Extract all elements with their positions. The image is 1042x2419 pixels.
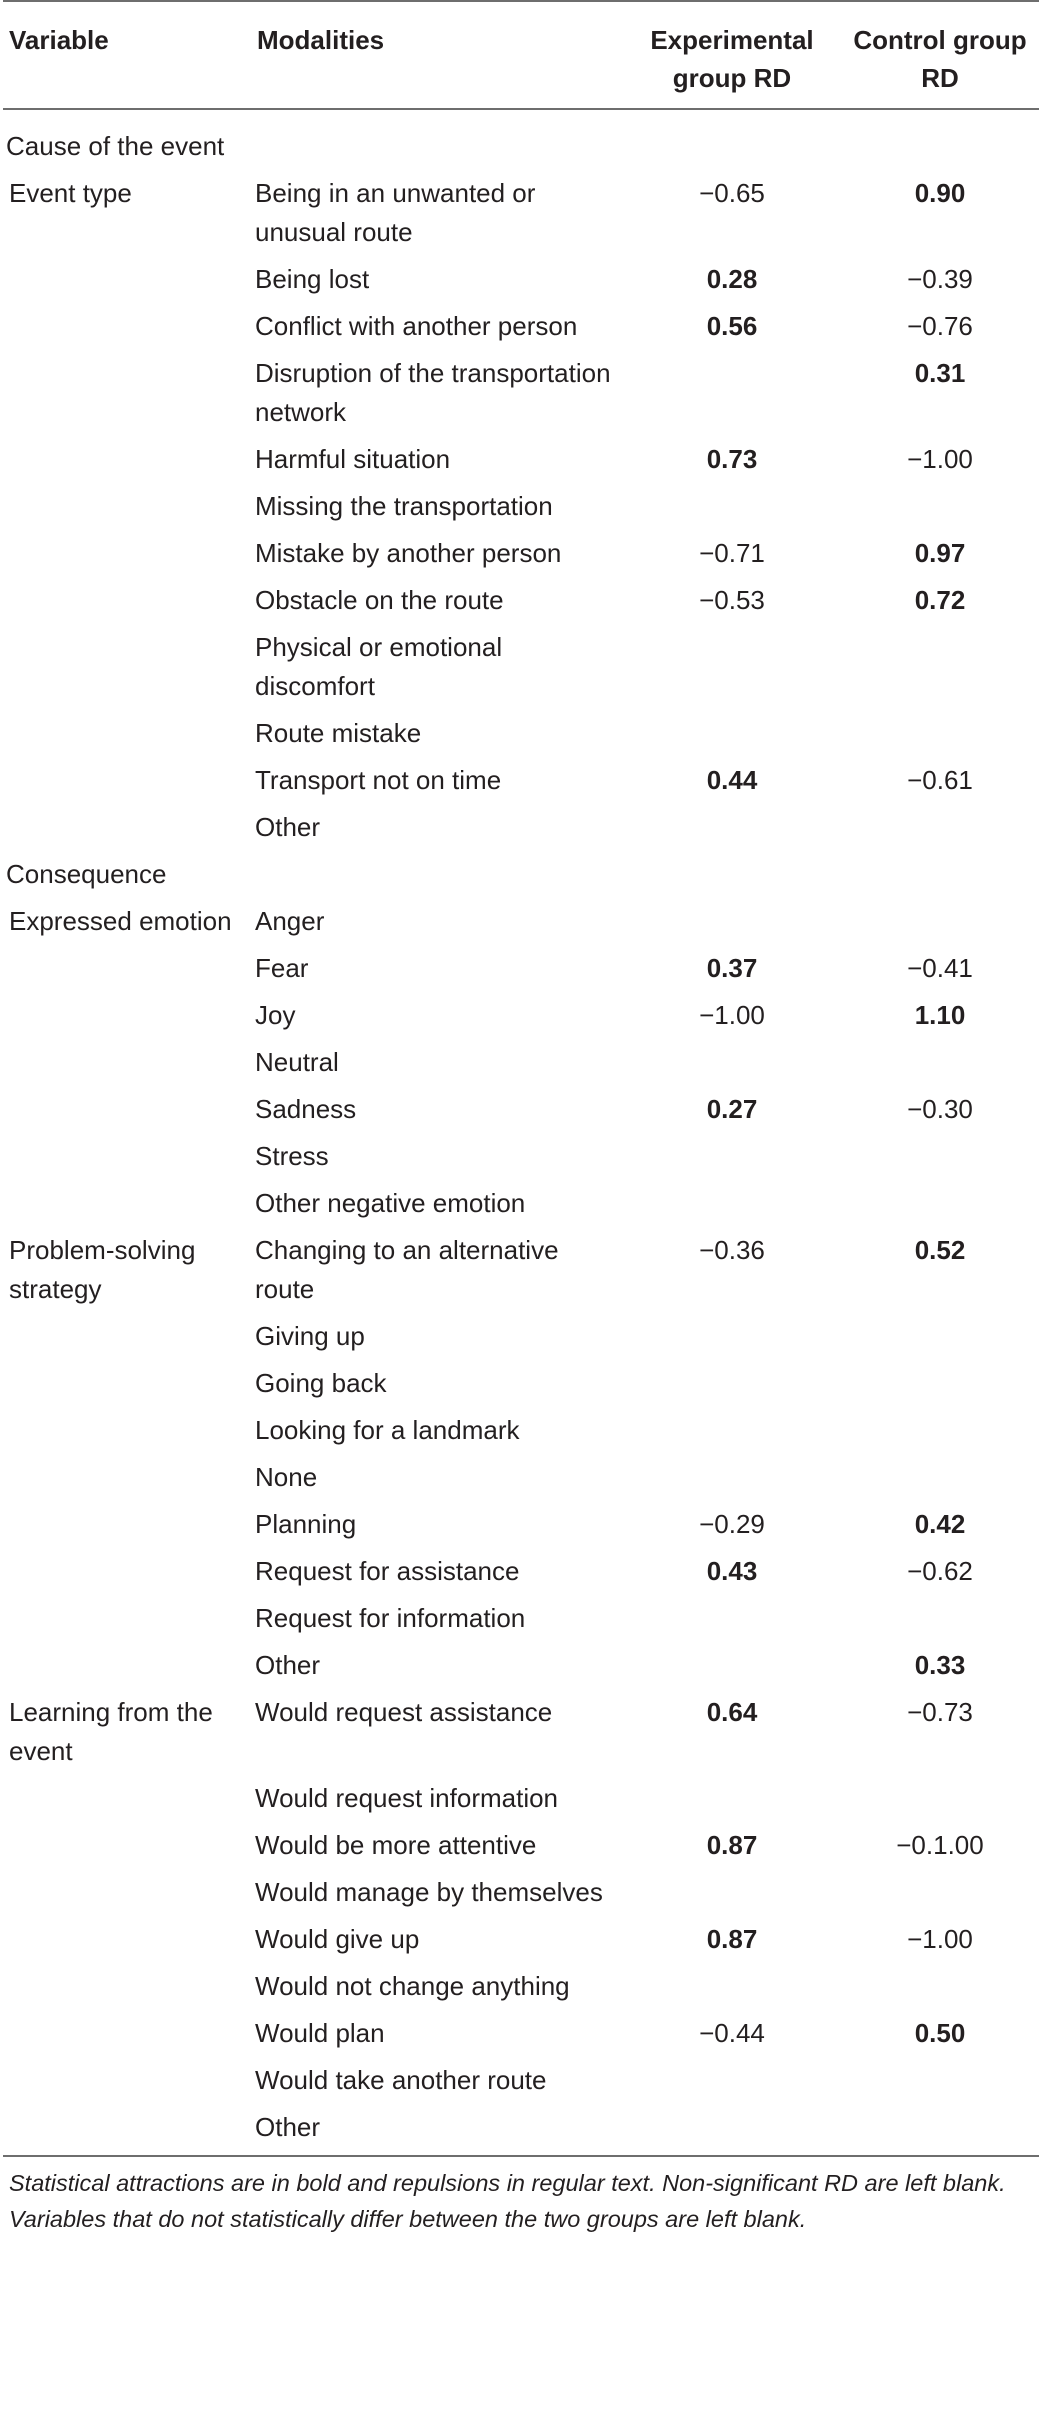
- table-row: [3, 1967, 1039, 2014]
- table-row: [3, 1090, 1039, 1137]
- table-footer: [3, 2156, 1039, 2237]
- variable-cell: [3, 1920, 251, 1967]
- experimental-rd-cell: [623, 1599, 841, 1646]
- control-rd-cell: [841, 1967, 1039, 2014]
- modality-cell: Conflict with another person: [255, 311, 578, 341]
- experimental-rd-cell: −0.65: [699, 178, 765, 208]
- variable-cell: [3, 307, 251, 354]
- experimental-rd-cell: [623, 1873, 841, 1920]
- control-rd-cell: 0.90: [914, 178, 966, 208]
- table-row: [3, 260, 1039, 307]
- modality-cell: Planning: [255, 1509, 357, 1539]
- experimental-rd-cell: 0.73: [706, 444, 758, 474]
- variable-cell: [3, 1090, 251, 1137]
- modality-cell: Being lost: [255, 264, 370, 294]
- control-rd-cell: [841, 808, 1039, 855]
- experimental-rd-cell: [623, 714, 841, 761]
- table-row: [3, 1317, 1039, 1364]
- experimental-rd-cell: [623, 1779, 841, 1826]
- control-rd-cell: −0.41: [907, 953, 973, 983]
- control-rd-cell: 0.42: [914, 1509, 966, 1539]
- modality-cell: Would not change anything: [255, 1971, 570, 2001]
- control-rd-cell: 0.52: [914, 1235, 966, 1265]
- modality-cell: Other: [255, 1650, 321, 1680]
- experimental-rd-cell: 0.87: [706, 1830, 758, 1860]
- header-modalities: Modalities: [257, 25, 385, 55]
- variable-cell: [3, 354, 251, 440]
- variable-cell: [3, 1646, 251, 1693]
- variable-cell: [3, 1184, 251, 1231]
- modality-cell: Physical or emotional discomfort: [255, 632, 503, 701]
- table-row: [3, 808, 1039, 855]
- variable-cell: [3, 581, 251, 628]
- table-row: [3, 628, 1039, 714]
- variable-cell: [3, 2014, 251, 2061]
- control-rd-cell: [841, 2108, 1039, 2156]
- control-rd-cell: −1.00: [907, 1924, 973, 1954]
- table-row: [3, 174, 1039, 260]
- table-row: [3, 534, 1039, 581]
- table-row: [3, 354, 1039, 440]
- control-rd-cell: −0.76: [907, 311, 973, 341]
- table-row: [3, 1920, 1039, 1967]
- table-row: [3, 1552, 1039, 1599]
- modality-cell: Fear: [255, 953, 309, 983]
- control-rd-cell: [841, 1364, 1039, 1411]
- experimental-rd-cell: [623, 628, 841, 714]
- experimental-rd-cell: 0.87: [706, 1924, 758, 1954]
- table-row: [3, 1137, 1039, 1184]
- modality-cell: None: [255, 1462, 318, 1492]
- modality-cell: Mistake by another person: [255, 538, 562, 568]
- section-label: Cause of the event: [6, 131, 225, 161]
- table-row: [3, 487, 1039, 534]
- table-row: [3, 996, 1039, 1043]
- control-rd-cell: −1.00: [907, 444, 973, 474]
- table-row: [3, 1231, 1039, 1317]
- variable-cell: [3, 2061, 251, 2108]
- experimental-rd-cell: −0.44: [699, 2018, 765, 2048]
- table-row: [3, 307, 1039, 354]
- experimental-rd-cell: [623, 354, 841, 440]
- section-row: [3, 109, 1039, 174]
- control-rd-cell: −0.62: [907, 1556, 973, 1586]
- experimental-rd-cell: [623, 1184, 841, 1231]
- control-rd-cell: [841, 1184, 1039, 1231]
- table-body: [3, 109, 1039, 2156]
- table-row: [3, 1646, 1039, 1693]
- modality-cell: Neutral: [255, 1047, 339, 1077]
- table-row: [3, 2108, 1039, 2156]
- modality-cell: Request for assistance: [255, 1556, 520, 1586]
- experimental-rd-cell: [623, 1137, 841, 1184]
- control-rd-cell: [841, 714, 1039, 761]
- modality-cell: Being in an unwanted or unusual route: [255, 178, 536, 247]
- experimental-rd-cell: [623, 1458, 841, 1505]
- experimental-rd-cell: [623, 1043, 841, 1090]
- modality-cell: Looking for a landmark: [255, 1415, 520, 1445]
- modality-cell: Would give up: [255, 1924, 420, 1954]
- variable-cell: [3, 1599, 251, 1646]
- experimental-rd-cell: −1.00: [699, 1000, 765, 1030]
- table-row: [3, 1411, 1039, 1458]
- table-row: [3, 1364, 1039, 1411]
- control-rd-cell: −0.73: [907, 1697, 973, 1727]
- variable-cell: [3, 260, 251, 307]
- variable-cell: Learning from the event: [9, 1697, 213, 1766]
- control-rd-cell: [841, 2061, 1039, 2108]
- experimental-rd-cell: [623, 2061, 841, 2108]
- experimental-rd-cell: 0.56: [706, 311, 758, 341]
- control-rd-cell: −0.30: [907, 1094, 973, 1124]
- control-rd-cell: 0.31: [914, 358, 966, 388]
- table-row: [3, 1599, 1039, 1646]
- modality-cell: Anger: [255, 906, 325, 936]
- modality-cell: Would request assistance: [255, 1697, 553, 1727]
- experimental-rd-cell: [623, 2108, 841, 2156]
- section-row: [3, 855, 1039, 902]
- table-row: [3, 2061, 1039, 2108]
- experimental-rd-cell: [623, 487, 841, 534]
- control-rd-cell: −0.61: [907, 765, 973, 795]
- control-rd-cell: −0.39: [907, 264, 973, 294]
- control-rd-cell: [841, 1043, 1039, 1090]
- variable-cell: [3, 1779, 251, 1826]
- control-rd-cell: [841, 487, 1039, 534]
- table-row: [3, 440, 1039, 487]
- modality-cell: Transport not on time: [255, 765, 502, 795]
- variable-cell: [3, 628, 251, 714]
- header-row: [3, 1, 1039, 109]
- footnote: Statistical attractions are in bold and repulsions in regular text. Non-significant RD are left blank. Variables that do not statistically differ between the two groups are left blank.: [3, 2156, 1039, 2237]
- modality-cell: Other negative emotion: [255, 1188, 526, 1218]
- modality-cell: Other: [255, 2112, 321, 2142]
- modality-cell: Changing to an alternative route: [255, 1235, 559, 1304]
- control-rd-cell: [841, 1599, 1039, 1646]
- variable-cell: Expressed emotion: [9, 906, 232, 936]
- variable-cell: [3, 1458, 251, 1505]
- control-rd-cell: [841, 1411, 1039, 1458]
- experimental-rd-cell: −0.36: [699, 1235, 765, 1265]
- variable-cell: [3, 1411, 251, 1458]
- table-row: [3, 714, 1039, 761]
- table-row: [3, 902, 1039, 949]
- modality-cell: Route mistake: [255, 718, 422, 748]
- control-rd-cell: [841, 902, 1039, 949]
- variable-cell: [3, 440, 251, 487]
- experimental-rd-cell: 0.44: [706, 765, 758, 795]
- modality-cell: Harmful situation: [255, 444, 451, 474]
- control-rd-cell: [841, 1137, 1039, 1184]
- table-row: [3, 1043, 1039, 1090]
- results-table: [3, 0, 1039, 2237]
- table-row: [3, 1873, 1039, 1920]
- control-rd-cell: 0.72: [914, 585, 966, 615]
- header-control-rd: Control group RD: [853, 25, 1027, 93]
- modality-cell: Would manage by themselves: [255, 1877, 603, 1907]
- experimental-rd-cell: [623, 1967, 841, 2014]
- variable-cell: [3, 808, 251, 855]
- modality-cell: Disruption of the transportation network: [255, 358, 611, 427]
- control-rd-cell: 0.33: [914, 1650, 966, 1680]
- experimental-rd-cell: −0.71: [699, 538, 765, 568]
- modality-cell: Request for information: [255, 1603, 526, 1633]
- table-row: [3, 581, 1039, 628]
- variable-cell: [3, 487, 251, 534]
- table-row: [3, 1779, 1039, 1826]
- table-row: [3, 1693, 1039, 1779]
- variable-cell: [3, 1826, 251, 1873]
- experimental-rd-cell: −0.53: [699, 585, 765, 615]
- experimental-rd-cell: [623, 808, 841, 855]
- variable-cell: [3, 1552, 251, 1599]
- modality-cell: Giving up: [255, 1321, 365, 1351]
- experimental-rd-cell: 0.37: [706, 953, 758, 983]
- control-rd-cell: 1.10: [914, 1000, 966, 1030]
- table-header: [3, 1, 1039, 109]
- modality-cell: Obstacle on the route: [255, 585, 504, 615]
- control-rd-cell: 0.97: [914, 538, 966, 568]
- variable-cell: Problem-solving strategy: [9, 1235, 196, 1304]
- control-rd-cell: −0.1.00: [896, 1830, 984, 1860]
- experimental-rd-cell: [623, 1646, 841, 1693]
- variable-cell: [3, 1317, 251, 1364]
- control-rd-cell: [841, 1317, 1039, 1364]
- modality-cell: Would be more attentive: [255, 1830, 537, 1860]
- variable-cell: [3, 949, 251, 996]
- table-row: [3, 761, 1039, 808]
- modality-cell: Would plan: [255, 2018, 385, 2048]
- footnote-row: [3, 2156, 1039, 2237]
- modality-cell: Going back: [255, 1368, 387, 1398]
- variable-cell: [3, 1967, 251, 2014]
- variable-cell: Event type: [9, 178, 132, 208]
- control-rd-cell: 0.50: [914, 2018, 966, 2048]
- modality-cell: Missing the transportation: [255, 491, 553, 521]
- variable-cell: [3, 996, 251, 1043]
- experimental-rd-cell: [623, 902, 841, 949]
- modality-cell: Joy: [255, 1000, 296, 1030]
- table-row: [3, 1505, 1039, 1552]
- variable-cell: [3, 534, 251, 581]
- variable-cell: [3, 1043, 251, 1090]
- variable-cell: [3, 1364, 251, 1411]
- experimental-rd-cell: [623, 1364, 841, 1411]
- table-row: [3, 1458, 1039, 1505]
- modality-cell: Would request information: [255, 1783, 559, 1813]
- experimental-rd-cell: [623, 1317, 841, 1364]
- table-row: [3, 2014, 1039, 2061]
- control-rd-cell: [841, 1873, 1039, 1920]
- variable-cell: [3, 1505, 251, 1552]
- modality-cell: Sadness: [255, 1094, 357, 1124]
- experimental-rd-cell: −0.29: [699, 1509, 765, 1539]
- modality-cell: Other: [255, 812, 321, 842]
- table-row: [3, 1826, 1039, 1873]
- experimental-rd-cell: 0.27: [706, 1094, 758, 1124]
- control-rd-cell: [841, 1779, 1039, 1826]
- modality-cell: Would take another route: [255, 2065, 547, 2095]
- experimental-rd-cell: 0.28: [706, 264, 758, 294]
- control-rd-cell: [841, 628, 1039, 714]
- experimental-rd-cell: 0.64: [706, 1697, 758, 1727]
- table-row: [3, 1184, 1039, 1231]
- table-row: [3, 949, 1039, 996]
- experimental-rd-cell: 0.43: [706, 1556, 758, 1586]
- modality-cell: Stress: [255, 1141, 329, 1171]
- control-rd-cell: [841, 1458, 1039, 1505]
- section-label: Consequence: [6, 859, 167, 889]
- experimental-rd-cell: [623, 1411, 841, 1458]
- header-variable: Variable: [9, 25, 109, 55]
- variable-cell: [3, 1137, 251, 1184]
- variable-cell: [3, 714, 251, 761]
- variable-cell: [3, 761, 251, 808]
- variable-cell: [3, 2108, 251, 2156]
- header-experimental-rd: Experimental group RD: [650, 25, 814, 93]
- variable-cell: [3, 1873, 251, 1920]
